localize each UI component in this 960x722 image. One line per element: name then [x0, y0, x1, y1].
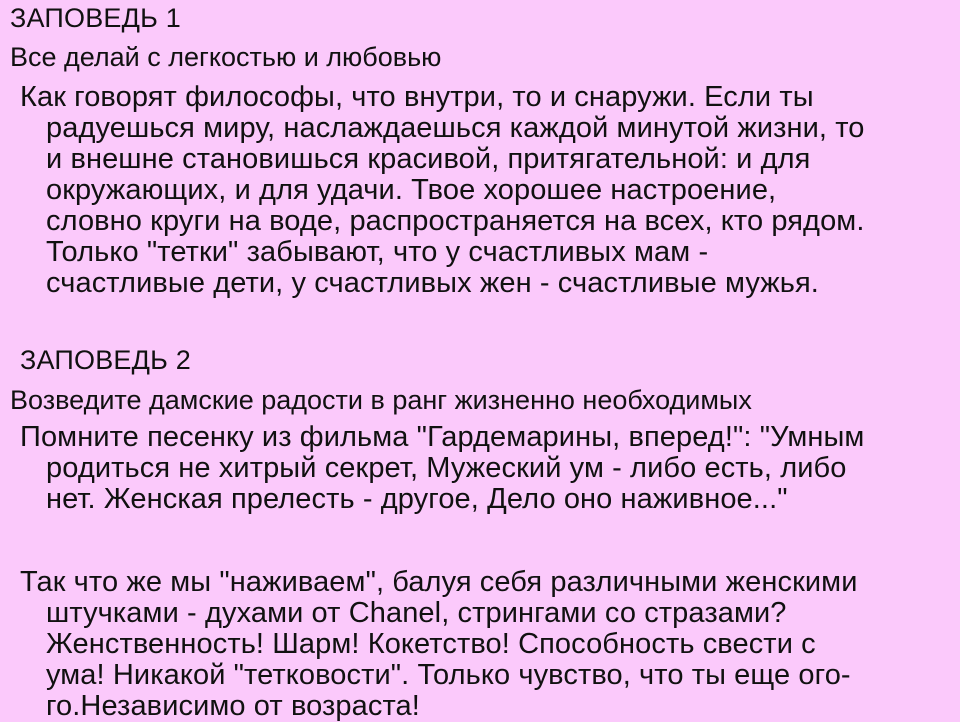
paragraph-line: счастливые дети, у счастливых жен - счастливые мужья. — [46, 267, 819, 299]
paragraph-line: Помните песенку из фильма "Гардемарины, вперед!": "Умным — [20, 421, 865, 453]
paragraph-line: ума! Никакой "тетковости". Только чувство, что ты еще ого- — [46, 659, 851, 691]
paragraph-line: Женственность! Шарм! Кокетство! Способность свести с — [46, 628, 816, 660]
paragraph-line: Так что же мы "наживаем", балуя себя различными женскими — [20, 566, 858, 598]
paragraph-line: Как говорят философы, что внутри, то и снаружи. Если ты — [20, 81, 814, 113]
commandment-2-paragraph-2 — [20, 567, 858, 722]
commandment-2-title: Возведите дамские радости в ранг жизненно необходимых — [10, 385, 752, 415]
paragraph-line: и внешне становишься красивой, притягательной: и для — [46, 143, 811, 175]
commandment-2-heading: ЗАПОВЕДЬ 2 — [20, 345, 191, 375]
paragraph-line: Только "тетки" забывают, что у счастливых мам - — [46, 236, 709, 268]
paragraph-line: родиться не хитрый секрет, Мужеский ум - либо есть, либо — [46, 452, 847, 484]
commandment-2-paragraph-1 — [20, 422, 864, 515]
paragraph-line: окружающих, и для удачи. Твое хорошее настроение, — [46, 174, 777, 206]
commandment-1-title: Все делай с легкостью и любовью — [10, 42, 442, 72]
paragraph-line: го.Независимо от возраста! — [46, 690, 420, 722]
paragraph-line: словно круги на воде, распространяется на всех, кто рядом. — [46, 205, 865, 237]
paragraph-line: нет. Женская прелесть - другое, Дело оно наживное..." — [46, 483, 788, 515]
paragraph-line: радуешься миру, наслаждаешься каждой минутой жизни, то — [46, 112, 865, 144]
commandment-1-paragraph — [20, 82, 865, 299]
commandment-1-heading: ЗАПОВЕДЬ 1 — [10, 3, 181, 33]
paragraph-line: штучками - духами от Chanel, стрингами со стразами? — [46, 597, 787, 629]
